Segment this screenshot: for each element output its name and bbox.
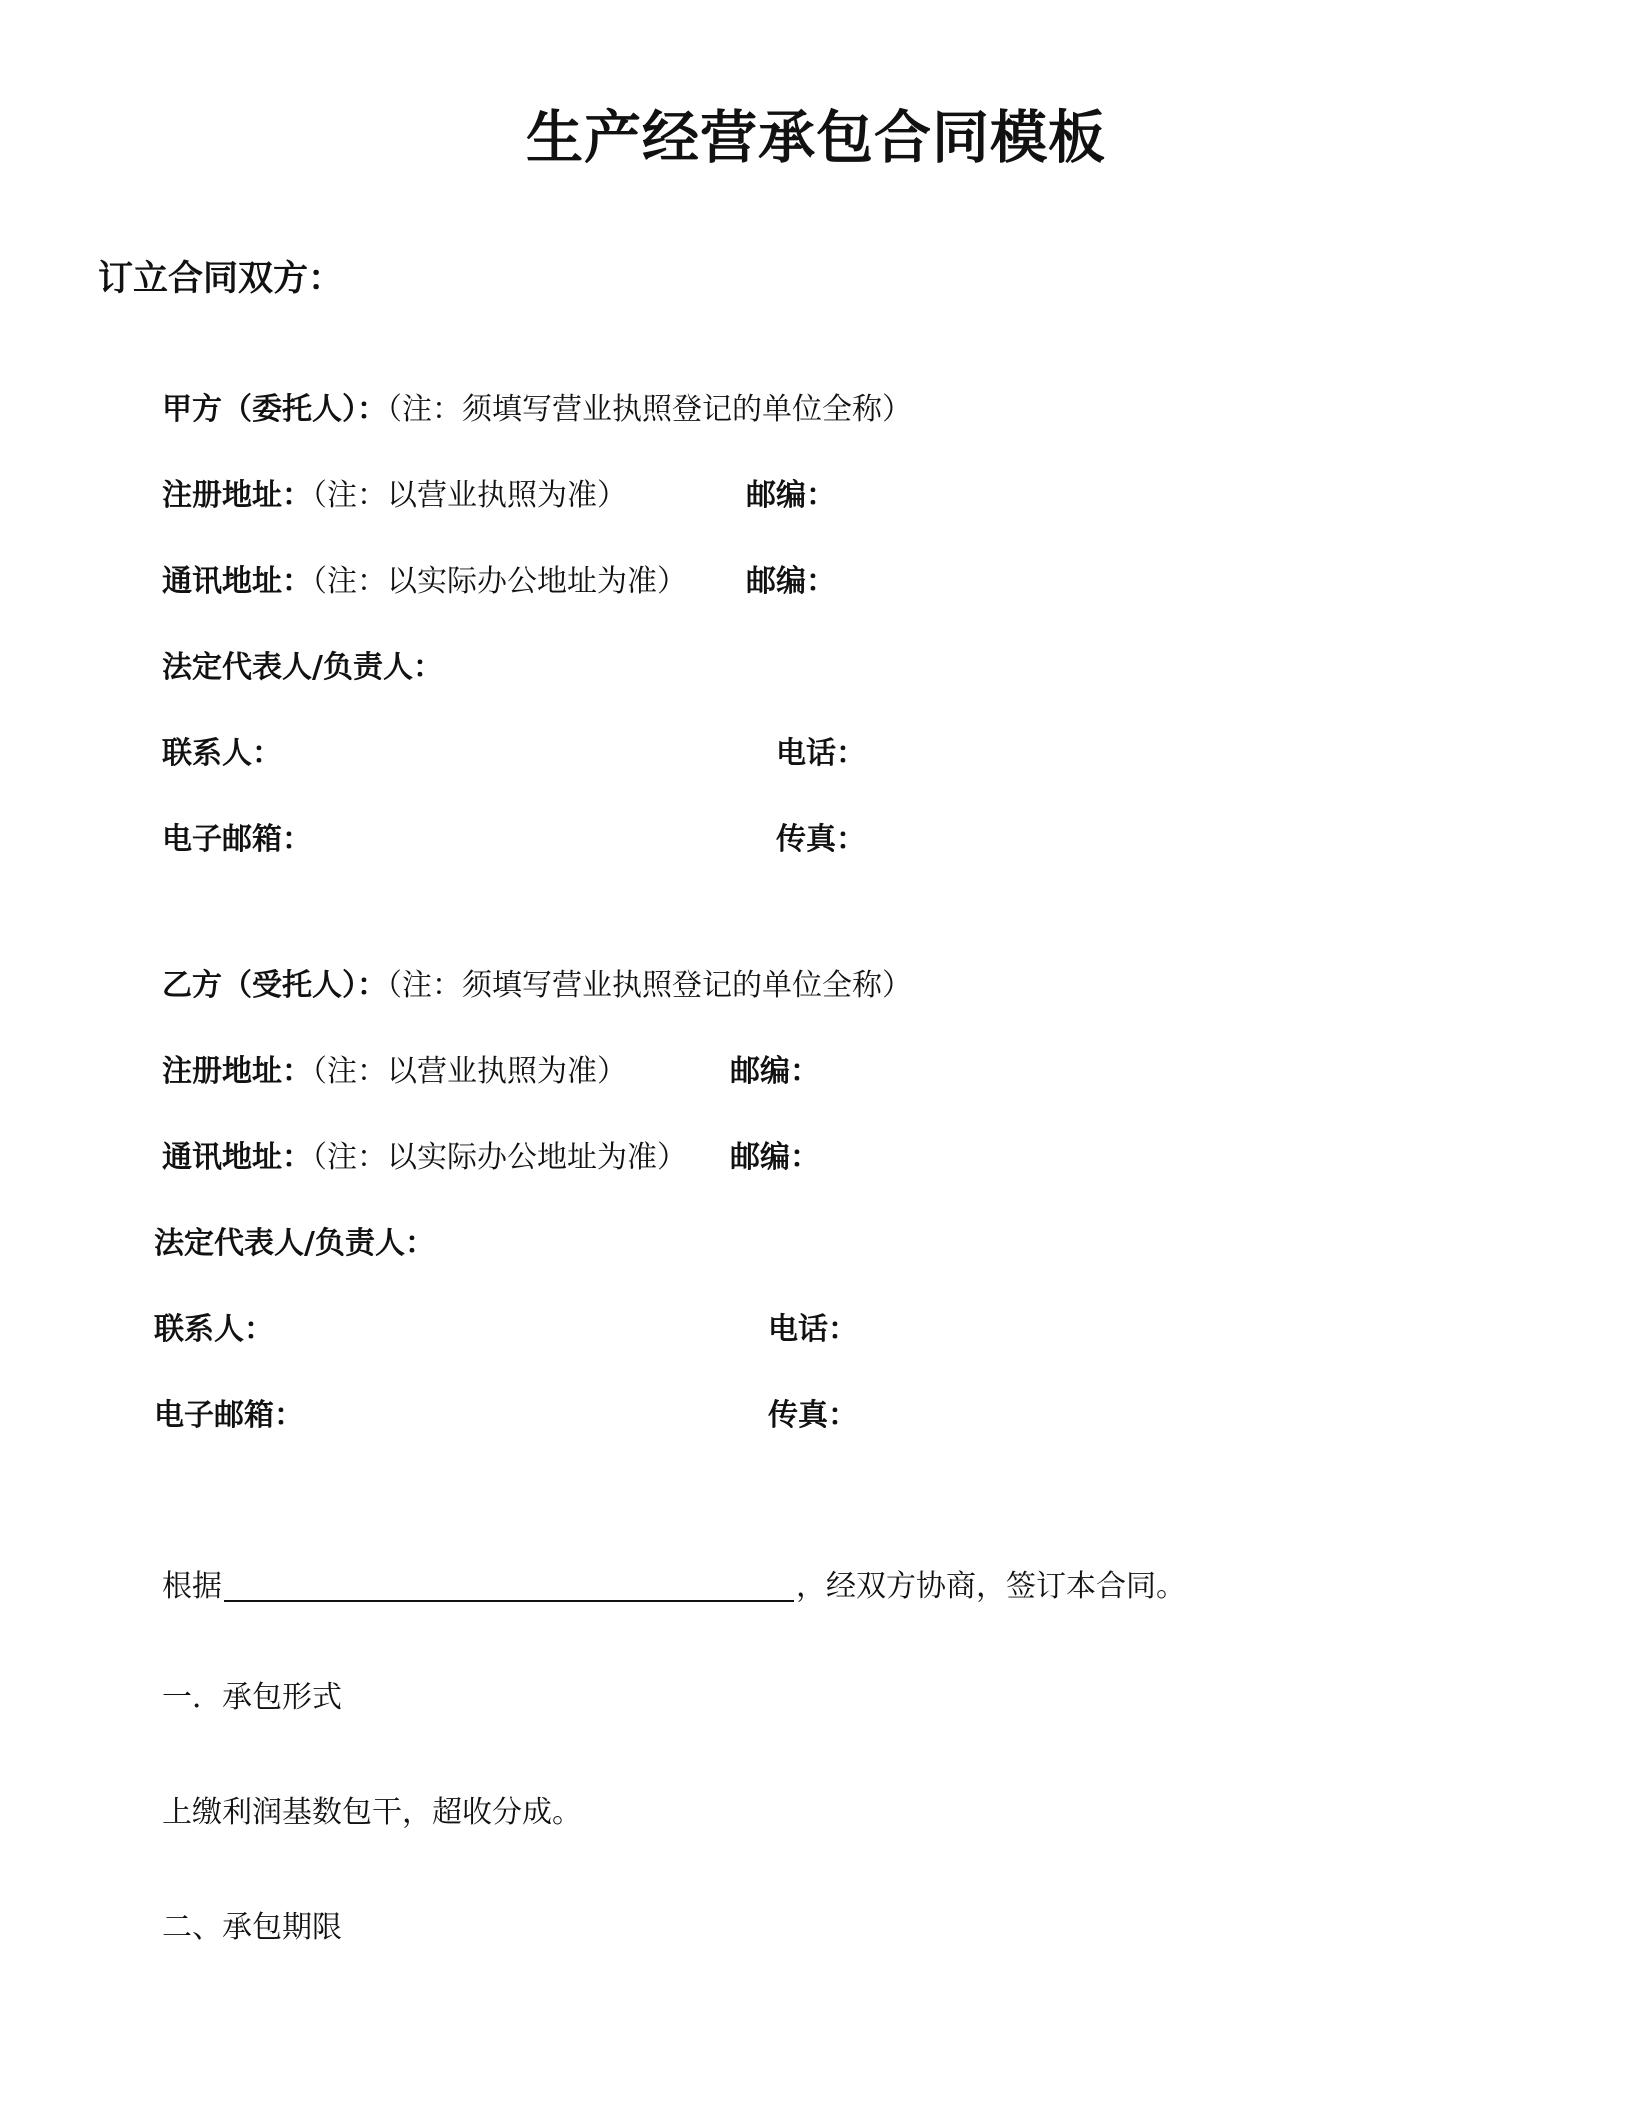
basis-blank-field[interactable] xyxy=(224,1568,794,1602)
party-a-legal-rep-label: 法定代表人/负责人： xyxy=(162,650,443,685)
party-b-contact-label: 联系人： xyxy=(154,1312,274,1347)
party-a-fax-label: 传真： xyxy=(776,822,866,857)
party-a-reg-address-label: 注册地址： xyxy=(162,478,312,513)
party-a-label: 甲方（委托人）： xyxy=(162,392,387,427)
party-a-mail-address-label: 通讯地址： xyxy=(162,564,312,599)
party-a-label-line xyxy=(162,392,912,427)
party-a-email-label: 电子邮箱： xyxy=(162,822,312,857)
party-b-reg-postcode-label: 邮编： xyxy=(730,1054,820,1089)
party-b-email-label: 电子邮箱： xyxy=(154,1398,304,1433)
party-a-contact-label: 联系人： xyxy=(162,736,282,771)
party-a-mail-address xyxy=(162,564,687,599)
party-b-legal-rep-label: 法定代表人/负责人： xyxy=(154,1226,435,1261)
party-b-fax-label: 传真： xyxy=(768,1398,858,1433)
party-a-phone-label: 电话： xyxy=(776,736,866,771)
party-b-reg-address-note: （注：以营业执照为准） xyxy=(312,1054,627,1089)
party-b-mail-address-note: （注：以实际办公地址为准） xyxy=(312,1140,687,1175)
party-b-mail-address xyxy=(162,1140,687,1175)
party-b-label-line xyxy=(162,968,912,1003)
party-a-mail-postcode-label: 邮编： xyxy=(746,564,836,599)
basis-prefix: 根据 xyxy=(162,1569,222,1604)
basis-suffix: ，经双方协商，签订本合同。 xyxy=(796,1569,1186,1604)
basis-line xyxy=(162,1568,1186,1602)
parties-heading: 订立合同双方： xyxy=(98,259,344,299)
party-a-label-note: （注：须填写营业执照登记的单位全称） xyxy=(387,392,912,427)
section-1-body: 上缴利润基数包干，超收分成。 xyxy=(162,1795,582,1830)
party-b-reg-address xyxy=(162,1054,627,1089)
party-a-reg-address-note: （注：以营业执照为准） xyxy=(312,478,627,513)
section-1-heading: 一．承包形式 xyxy=(162,1680,342,1715)
section-2-heading: 二、承包期限 xyxy=(162,1910,342,1945)
party-b-reg-address-label: 注册地址： xyxy=(162,1054,312,1089)
document-title: 生产经营承包合同模板 xyxy=(526,105,1106,171)
party-b-mail-address-label: 通讯地址： xyxy=(162,1140,312,1175)
party-a-reg-postcode-label: 邮编： xyxy=(746,478,836,513)
party-b-label-note: （注：须填写营业执照登记的单位全称） xyxy=(387,968,912,1003)
party-b-mail-postcode-label: 邮编： xyxy=(730,1140,820,1175)
party-a-mail-address-note: （注：以实际办公地址为准） xyxy=(312,564,687,599)
party-b-label: 乙方（受托人）： xyxy=(162,968,387,1003)
party-a-reg-address xyxy=(162,478,627,513)
party-b-phone-label: 电话： xyxy=(768,1312,858,1347)
